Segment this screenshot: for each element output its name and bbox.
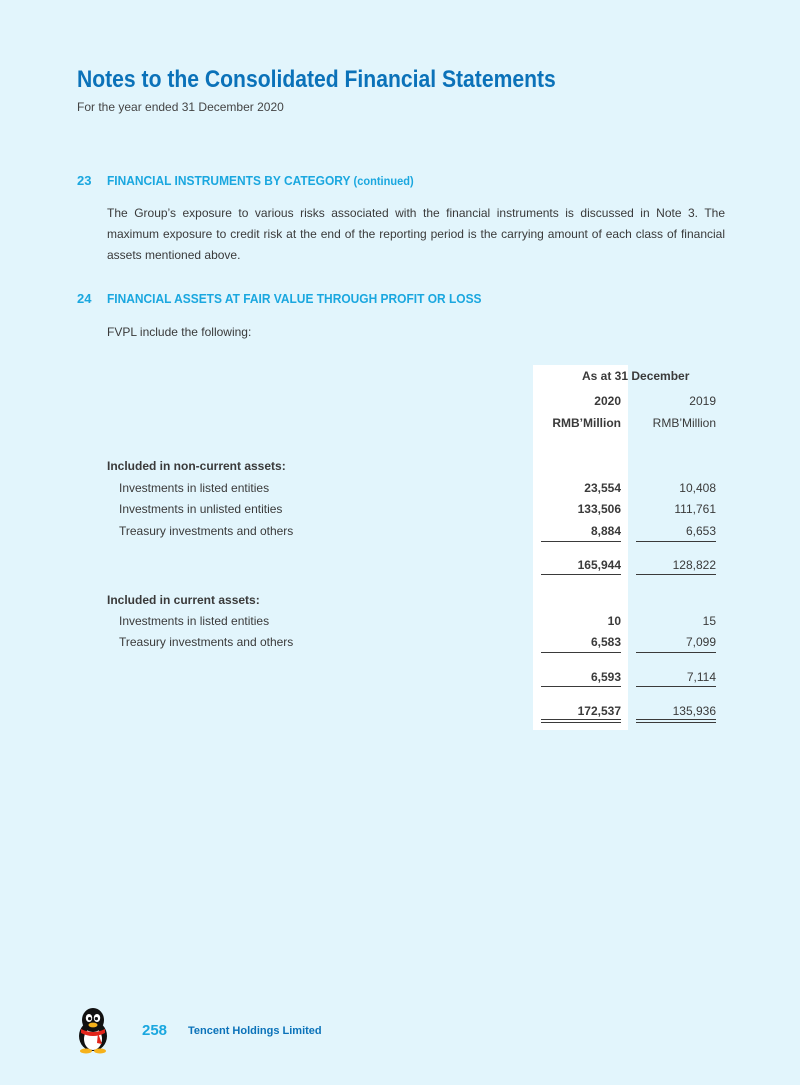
table-cell-2019: 15	[702, 614, 716, 628]
section-23-number: 23	[77, 173, 92, 188]
table-cell-2019: 7,099	[685, 635, 716, 649]
noncurrent-total-2020: 165,944	[577, 558, 621, 572]
noncurrent-heading: Included in non-current assets:	[107, 459, 286, 473]
column-unit-2020: RMB’Million	[552, 416, 621, 430]
noncurrent-total-2019: 128,822	[672, 558, 716, 572]
subtotal-rule-2019	[636, 541, 716, 542]
table-cell-2020: 23,554	[584, 481, 621, 495]
section-23-title: FINANCIAL INSTRUMENTS BY CATEGORY	[107, 173, 351, 188]
section-23-continued: (continued)	[353, 174, 414, 188]
column-year-2019: 2019	[689, 394, 716, 408]
total-rule-2019	[636, 686, 716, 687]
subtotal-rule-2020	[541, 541, 621, 542]
company-name: Tencent Holdings Limited	[188, 1025, 322, 1037]
table-group-header: As at 31 December	[582, 369, 690, 383]
subtotal-rule-2020	[541, 652, 621, 653]
current-heading: Included in current assets:	[107, 593, 260, 607]
column-year-2020: 2020	[594, 394, 621, 408]
column-unit-2019: RMB’Million	[652, 416, 716, 430]
section-24-title: FINANCIAL ASSETS AT FAIR VALUE THROUGH PROFIT OR LOSS	[107, 291, 482, 306]
page-number: 258	[142, 1022, 168, 1039]
section-24-intro: FVPL include the following:	[107, 325, 252, 339]
page-title: Notes to the Consolidated Financial Statements	[77, 66, 556, 93]
current-total-2019: 7,114	[686, 670, 716, 684]
current-total-2020: 6,593	[590, 670, 621, 684]
table-cell-2019: 111,761	[674, 502, 716, 516]
section-23-heading	[107, 173, 414, 188]
table-row-label: Investments in listed entities	[119, 481, 270, 495]
table-cell-2019: 6,653	[685, 524, 716, 538]
subtotal-rule-2019	[636, 652, 716, 653]
total-rule-2020	[541, 686, 621, 687]
table-cell-2019: 10,408	[679, 481, 716, 495]
grand-total-2020: 172,537	[577, 704, 621, 718]
table-row-label: Investments in listed entities	[119, 614, 270, 628]
table-row-label: Investments in unlisted entities	[119, 502, 283, 516]
grand-total-double-rule-2019	[636, 719, 716, 723]
table-cell-2020: 10	[607, 614, 621, 628]
table-cell-2020: 133,506	[577, 502, 621, 516]
grand-total-2019: 135,936	[672, 704, 716, 718]
grand-total-double-rule-2020	[541, 719, 621, 723]
page-subtitle: For the year ended 31 December 2020	[77, 100, 284, 114]
table-cell-2020: 8,884	[590, 524, 621, 538]
total-rule-2020	[541, 574, 621, 575]
table-row-label: Treasury investments and others	[119, 524, 294, 538]
total-rule-2019	[636, 574, 716, 575]
section-24-number: 24	[77, 291, 92, 306]
section-23-paragraph: The Group’s exposure to various risks associated with the financial instruments is discussed in Note 3. The maximum exposure to credit risk at the end of the reporting period is the carrying amount of each class of financial assets mentioned above.	[107, 206, 725, 262]
table-row-label: Treasury investments and others	[119, 635, 294, 649]
penguin-mascot-icon	[72, 1006, 114, 1054]
table-cell-2020: 6,583	[590, 635, 621, 649]
